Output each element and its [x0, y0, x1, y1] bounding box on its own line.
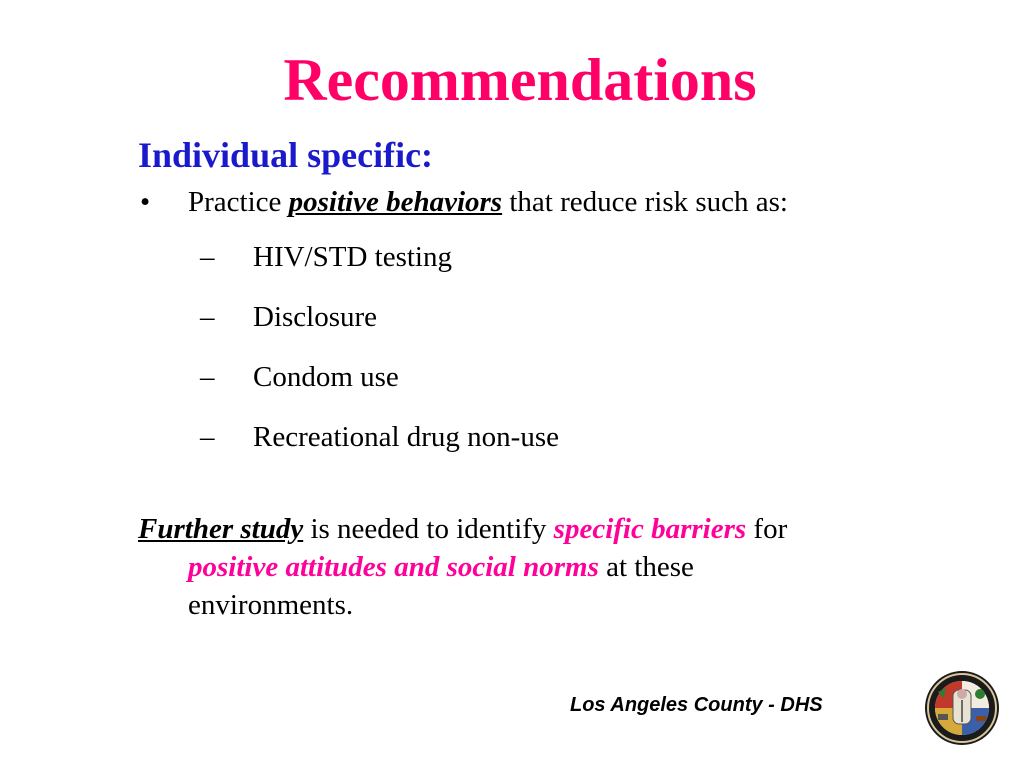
sub-item-label: Recreational drug non-use — [253, 421, 560, 453]
paragraph-text: for — [753, 513, 788, 545]
paragraph-line — [138, 548, 928, 586]
paragraph-line — [138, 586, 928, 624]
dash-marker: – — [200, 421, 215, 453]
bullet-emphasis: positive behaviors — [288, 186, 503, 218]
dash-marker: – — [200, 361, 215, 393]
specific-barriers-emphasis: specific barriers — [553, 513, 747, 545]
social-norms-emphasis: positive attitudes and social norms — [188, 551, 599, 583]
sub-item-label: Condom use — [253, 361, 399, 393]
paragraph-line — [138, 510, 928, 548]
sub-item-label: Disclosure — [253, 301, 378, 333]
sub-item-label: HIV/STD testing — [253, 241, 452, 273]
further-study-emphasis: Further study — [138, 513, 304, 545]
paragraph-text: at these — [606, 551, 694, 583]
footer-organization: Los Angeles County - DHS — [570, 694, 823, 716]
dash-marker: – — [200, 241, 215, 273]
bullet-suffix: that reduce risk such as: — [509, 186, 788, 218]
further-study-paragraph — [138, 510, 928, 624]
dash-marker: – — [200, 301, 215, 333]
section-subtitle: Individual specific: — [138, 135, 434, 175]
paragraph-text: environments. — [188, 589, 354, 621]
paragraph-text: is needed to identify — [310, 513, 547, 545]
bullet-marker: • — [140, 186, 151, 218]
county-seal-icon — [924, 670, 1000, 746]
bullet-prefix: Practice — [188, 186, 282, 218]
slide-title: Recommendations — [283, 47, 757, 113]
bullet-text — [188, 183, 788, 221]
